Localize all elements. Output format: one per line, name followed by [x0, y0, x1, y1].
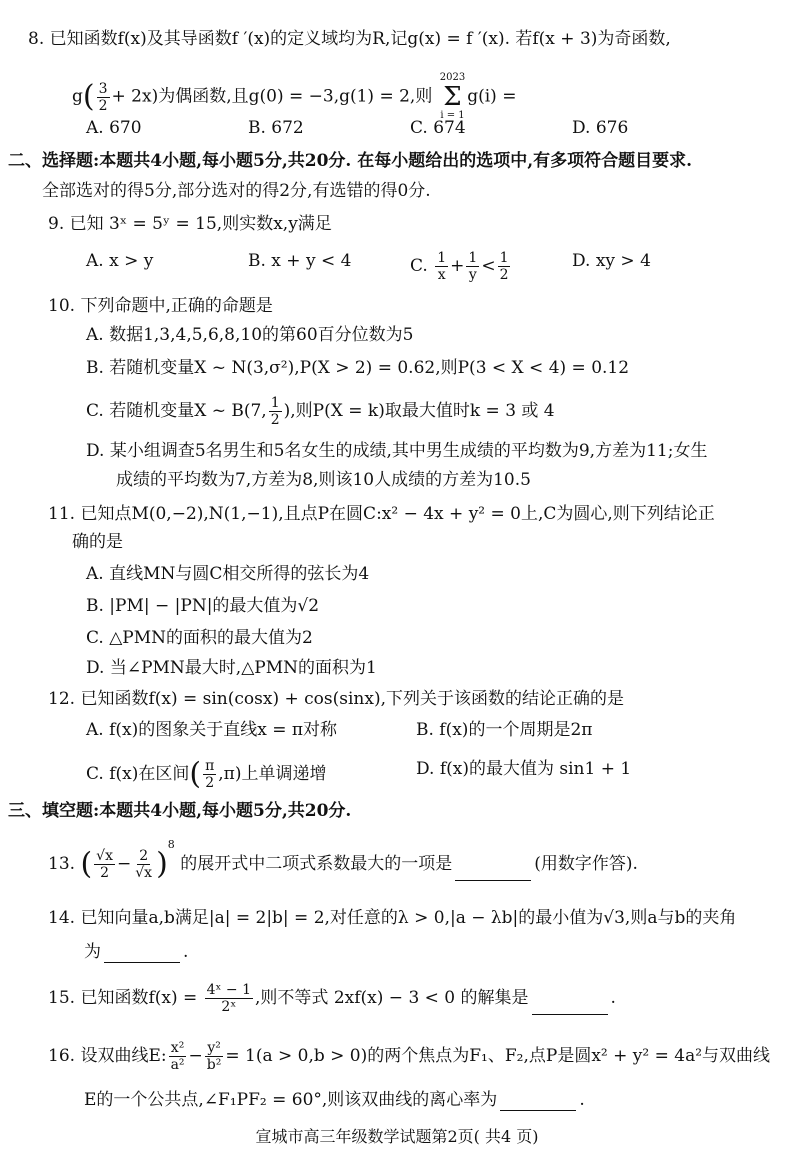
q12-stem: 12. 已知函数f(x) = sin(cosx) + cos(sinx),下列关于该函数的结论正确的是: [48, 689, 624, 709]
q14-line1: 14. 已知向量a,b满足|a| = 2|b| = 2,对任意的λ > 0,|a − λb|的最小值为√3,则a与b的夹角: [48, 908, 737, 928]
q10-option-c: C. 若随机变量X ~ B(7, $\frac{1}{2}$ ),则P(X = k)取最大值时k = 3 或 4: [86, 395, 555, 428]
q16-line1: 16. 设双曲线E: $\frac{\text{x²}}{\text{a²}}$ − $\frac{\text{y²}}{\text{b²}}$ = 1(a > 0,b > 0)的两个焦点为F₁、F₂,点P是圆x² + y² = 4a²与双曲线: [48, 1040, 771, 1073]
q11-stem-line1: 11. 已知点M(0,−2),N(1,−1),且点P在圆C:x² − 4x + y² = 0上,C为圆心,则下列结论正: [48, 504, 715, 524]
q9-option-d: D. xy > 4: [572, 251, 651, 271]
q11-option-a: A. 直线MN与圆C相交所得的弦长为4: [86, 564, 370, 584]
q8-option-b: B. 672: [248, 118, 304, 138]
q8-g-prefix: g: [72, 86, 83, 107]
q15-line: 15. 已知函数f(x) = $\frac{\text{4ˣ − 1}}{\text{2ˣ}}$ ,则不等式 2xf(x) − 3 < 0 的解集是 .: [48, 982, 616, 1015]
q9-option-a: A. x > y: [86, 251, 154, 271]
q15-answer-blank: [532, 998, 608, 1015]
q10-stem: 10. 下列命题中,正确的命题是: [48, 296, 273, 316]
q12-options-row2: [86, 758, 746, 791]
q16-line2: E的一个公共点,∠F₁PF₂ = 60°,则该双曲线的离心率为 .: [84, 1090, 585, 1110]
q13-answer-blank: [455, 864, 531, 881]
q8-line2: g( $\frac{3}{2}$ + 2x)为偶函数,且g(0) = −3,g(1) = 2,则 2023 Σ i = 1 g(i) =: [72, 72, 517, 121]
q11-stem-line2: 确的是: [72, 532, 123, 552]
q8-fraction: $\frac{3}{2}$: [98, 80, 108, 114]
q8-option-c: C. 674: [410, 118, 466, 138]
q10-option-b: B. 若随机变量X ~ N(3,σ²),P(X > 2) = 0.62,则P(3 < X < 4) = 0.12: [86, 358, 630, 378]
section3-header: 三、填空题:本题共4小题,每小题5分,共20分.: [8, 801, 352, 821]
q8-line2-after: + 2x)为偶函数,且g(0) = −3,g(1) = 2,则: [111, 86, 433, 107]
q8-option-d: D. 676: [572, 118, 629, 138]
section2-header-line1: 二、选择题:本题共4小题,每小题5分,共20分. 在每小题给出的选项中,有多项符合题目要求.: [8, 151, 693, 171]
q12-option-c: C. f(x)在区间( $\frac{\pi}{2}$ ,π)上单调递增: [86, 756, 327, 792]
q9-option-c: C. $\frac{1}{x}$ + $\frac{1}{y}$ < $\frac{1}{2}$: [410, 250, 509, 283]
q8-sum-tail: g(i) =: [467, 86, 517, 107]
q9-stem: 9. 已知 3ˣ = 5ʸ = 15,则实数x,y满足: [48, 214, 332, 234]
q14-answer-blank: [104, 946, 180, 963]
q11-option-d: D. 当∠PMN最大时,△PMN的面积为1: [86, 658, 377, 678]
q10-option-a: A. 数据1,3,4,5,6,8,10的第60百分位数为5: [86, 325, 414, 345]
q12-options-row1: [86, 719, 746, 741]
q11-option-b: B. |PM| − |PN|的最大值为√2: [86, 596, 320, 616]
q13-line: 13. ( $\frac{√x}{2}$ − $\frac{2}{√x}$ )$^8$ 的展开式中二项式系数最大的一项是 (用数字作答).: [48, 838, 638, 882]
q12-option-d: D. f(x)的最大值为 sin1 + 1: [416, 759, 632, 779]
q8-option-a: A. 670: [86, 118, 142, 138]
q16-answer-blank: [500, 1094, 576, 1111]
page-footer: 宣城市高三年级数学试题第2页( 共4 页): [255, 1127, 539, 1146]
q10-option-d-line1: D. 某小组调查5名男生和5名女生的成绩,其中男生成绩的平均数为9,方差为11;女生: [86, 441, 708, 461]
q9-option-b: B. x + y < 4: [248, 251, 352, 271]
q12-option-a: A. f(x)的图象关于直线x = π对称: [86, 720, 338, 740]
q9-options: [86, 250, 734, 283]
q14-line2: 为 .: [84, 942, 189, 962]
section2-header-line2: 全部选对的得5分,部分选对的得2分,有选错的得0分.: [42, 181, 431, 201]
q10-option-d-line2: 成绩的平均数为7,方差为8,则该10人成绩的方差为10.5: [116, 470, 531, 490]
q8-summation: 2023 Σ i = 1: [439, 72, 466, 121]
q8-options: [86, 117, 734, 139]
q11-option-c: C. △PMN的面积的最大值为2: [86, 628, 313, 648]
q8-line1: 8. 已知函数f(x)及其导函数f ′(x)的定义域均为R,记g(x) = f ′(x). 若f(x + 3)为奇函数,: [28, 29, 671, 49]
q12-option-b: B. f(x)的一个周期是2π: [416, 720, 593, 740]
